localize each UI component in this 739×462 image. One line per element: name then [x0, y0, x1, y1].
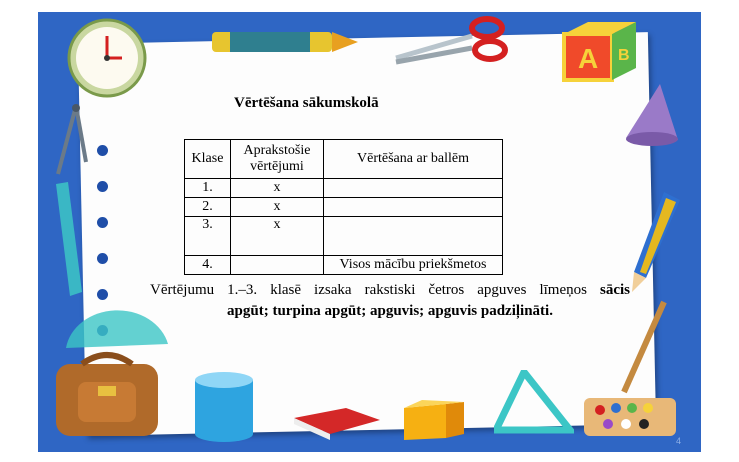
header-descriptive: Aprakstošie vērtējumi [231, 140, 324, 179]
set-square-icon [494, 370, 574, 434]
table-row [185, 256, 503, 275]
description-regular: Vērtējumu 1.–3. klasē izsaka rakstiski četros apguves līmeņos [150, 282, 587, 298]
cell-descriptive: x [231, 179, 324, 198]
cell-class: 4. [185, 256, 231, 275]
pencil-icon [626, 188, 686, 294]
alphabet-blocks-icon [556, 16, 644, 82]
cell-class: 2. [185, 198, 231, 217]
cone-icon [620, 80, 684, 148]
binder-hole [97, 181, 108, 192]
cell-class: 1. [185, 179, 231, 198]
cell-points: Visos mācību priekšmetos [324, 256, 503, 275]
eraser-icon [290, 404, 386, 440]
binder-hole [97, 145, 108, 156]
description-text [150, 280, 630, 322]
clock-icon [60, 18, 160, 102]
ruler-icon [52, 182, 88, 298]
backpack-icon [48, 346, 166, 440]
table-row [185, 198, 503, 217]
cell-descriptive [231, 256, 324, 275]
header-class: Klase [185, 140, 231, 179]
cylinder-icon [193, 370, 257, 444]
cube-icon [402, 398, 468, 442]
table-header-row [185, 140, 503, 179]
table-row [185, 217, 503, 256]
page-number: 4 [676, 436, 682, 446]
header-points: Vērtēšana ar ballēm [324, 140, 503, 179]
cell-points [324, 217, 503, 256]
cell-descriptive: x [231, 217, 324, 256]
description-bold-start: sācis [600, 282, 630, 298]
binder-hole [97, 253, 108, 264]
cell-points [324, 179, 503, 198]
cell-points [324, 198, 503, 217]
svg-text:A: A [578, 43, 599, 74]
description-end: . [549, 303, 553, 319]
description-levels: apgūt; turpina apgūt; apguvis; apguvis padziļināti [227, 303, 550, 319]
compass-icon [52, 102, 92, 182]
cell-descriptive: x [231, 198, 324, 217]
svg-text:B: B [618, 47, 630, 64]
crayon-icon [210, 26, 360, 58]
table-row [185, 179, 503, 198]
binder-hole [97, 289, 108, 300]
slide-title: Vērtēšana sākumskolā [234, 95, 379, 111]
grading-table [184, 139, 503, 275]
scissors-icon [392, 14, 512, 66]
binder-hole [97, 217, 108, 228]
cell-class: 3. [185, 217, 231, 256]
